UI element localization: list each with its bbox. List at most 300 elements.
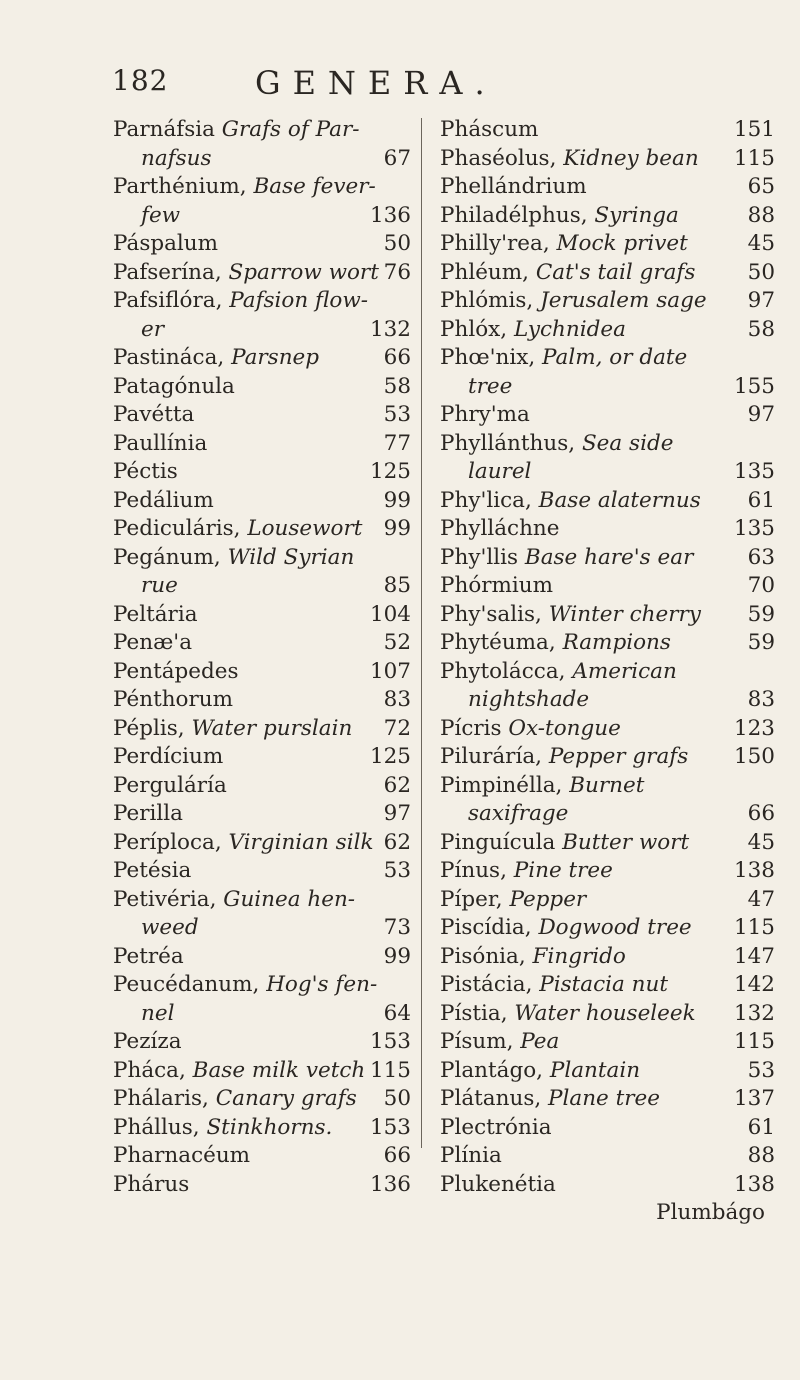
page-header	[0, 64, 800, 104]
entry-text	[440, 572, 553, 601]
index-entry	[113, 458, 411, 487]
english-name: Jerusalem sage	[540, 288, 707, 313]
english-name: Winter cherry	[548, 601, 701, 627]
english-name: Pine tree	[513, 858, 613, 883]
genus-name: Philadélphus,	[440, 202, 588, 228]
index-entry	[113, 373, 411, 402]
index-column-right	[440, 116, 775, 1228]
genus-name: Pharnacéum	[113, 1143, 251, 1168]
genus-name: Piluráría,	[440, 744, 542, 769]
entry-text	[440, 173, 587, 202]
page-reference: 115	[733, 1029, 775, 1054]
catchword: Plumbágo	[656, 1200, 765, 1225]
page-reference: 97	[747, 288, 775, 313]
entry-text	[113, 544, 354, 573]
index-entry	[440, 743, 775, 772]
genus-name: Pafserína,	[113, 259, 222, 285]
entry-text	[440, 772, 644, 801]
entry-text	[440, 287, 707, 316]
index-entry	[440, 572, 775, 601]
entry-text	[440, 487, 701, 516]
page-reference: 58	[747, 316, 775, 342]
english-name: Mock privet	[556, 231, 688, 256]
english-name: Wild Syrian	[227, 544, 355, 570]
index-entry	[113, 800, 411, 829]
entry-text	[113, 487, 214, 516]
genus-name: Phállus,	[113, 1114, 200, 1140]
page-reference: 47	[747, 886, 775, 912]
page-reference: 150	[733, 744, 775, 769]
page-reference: 66	[383, 1143, 411, 1168]
english-name: Pepper	[509, 886, 587, 912]
entry-text	[113, 1171, 189, 1200]
entry-text	[440, 430, 673, 459]
index-entry	[440, 886, 775, 915]
genus-name: Paullínia	[113, 430, 208, 456]
page-reference: 99	[383, 487, 411, 513]
index-entry	[440, 230, 775, 259]
page-reference: 97	[747, 402, 775, 427]
index-entry	[440, 1171, 775, 1200]
page-reference: 99	[383, 516, 411, 541]
entry-text	[141, 316, 164, 345]
genus-name: Parnáfsia	[113, 117, 215, 142]
column-divider	[421, 118, 422, 1148]
entry-text	[468, 373, 512, 402]
entry-text	[113, 715, 352, 744]
entry-text	[113, 601, 198, 630]
entry-text	[113, 658, 239, 687]
entry-text	[468, 686, 589, 715]
page-reference: 125	[369, 744, 411, 769]
english-name: tree	[468, 373, 513, 399]
page-reference: 151	[733, 117, 775, 142]
page-reference: 64	[383, 1000, 411, 1026]
genus-name: Páspalum	[113, 231, 219, 256]
entry-text	[440, 629, 671, 658]
genus-name: Plukenétia	[440, 1171, 556, 1197]
genus-name: Phléum,	[440, 259, 529, 285]
english-name: Lousewort	[247, 516, 363, 541]
index-entry	[440, 373, 775, 402]
genus-name: Pénthorum	[113, 687, 234, 712]
genus-name: Pastináca,	[113, 345, 225, 370]
english-name: saxifrage	[468, 801, 569, 826]
page-reference: 53	[383, 402, 411, 427]
genus-name: Phy'lica,	[440, 487, 532, 513]
index-entry	[113, 173, 411, 202]
page-reference: 45	[747, 231, 775, 256]
english-name: Canary grafs	[215, 1086, 357, 1111]
page-reference: 115	[369, 1057, 411, 1083]
page-reference: 115	[733, 145, 775, 171]
index-entry	[440, 458, 775, 487]
page-reference: 132	[369, 316, 411, 342]
index-entry	[113, 344, 411, 373]
english-name: weed	[141, 915, 199, 940]
entry-text	[141, 202, 180, 231]
index-entry	[113, 230, 411, 259]
page-reference: 153	[369, 1114, 411, 1140]
english-name: Pafsion flow-	[229, 288, 369, 313]
genus-name: Phórmium	[440, 573, 554, 598]
english-name: Hog's fen-	[266, 972, 378, 997]
page-reference: 70	[747, 573, 775, 598]
index-entry	[113, 829, 411, 858]
index-entry	[113, 572, 411, 601]
english-name: Fingrido	[532, 943, 626, 969]
english-name: Base hare's ear	[524, 544, 694, 570]
index-entry	[440, 116, 775, 145]
index-entry	[113, 772, 411, 801]
index-entry	[113, 886, 411, 915]
entry-text	[113, 686, 233, 715]
index-entry	[113, 601, 411, 630]
index-entry	[113, 1028, 411, 1057]
page-reference: 147	[733, 943, 775, 969]
page-reference: 65	[747, 174, 775, 199]
index-entry	[113, 943, 411, 972]
entry-text	[440, 1085, 660, 1114]
entry-text	[440, 857, 613, 886]
english-name: Stinkhorns.	[206, 1114, 333, 1140]
english-name: Base fever-	[253, 174, 376, 199]
page-reference: 45	[747, 829, 775, 855]
genus-name: Pístia,	[440, 1000, 508, 1026]
page-reference: 73	[383, 915, 411, 940]
page-reference: 66	[383, 345, 411, 370]
index-entry	[440, 772, 775, 801]
page-reference: 59	[747, 630, 775, 655]
english-name: Burnet	[569, 772, 645, 798]
genus-name: Phy'salis,	[440, 601, 542, 627]
english-name: Rampions	[562, 630, 671, 655]
index-entry	[440, 800, 775, 829]
genus-name: Phyllánthus,	[440, 430, 576, 456]
genus-name: Pháscum	[440, 117, 539, 142]
entry-text	[113, 259, 379, 288]
entry-text	[113, 886, 355, 915]
page-reference: 138	[733, 1171, 775, 1197]
index-entry	[440, 601, 775, 630]
page-reference: 85	[383, 573, 411, 598]
entry-text	[113, 373, 235, 402]
english-name: Virginian silk	[228, 829, 374, 855]
genus-name: Phellándrium	[440, 174, 587, 199]
index-entry	[113, 658, 411, 687]
genus-name: Pistácia,	[440, 972, 533, 997]
index-entry	[113, 1114, 411, 1143]
english-name: Pepper grafs	[548, 744, 689, 769]
index-entry	[440, 1114, 775, 1143]
page-reference: 66	[747, 801, 775, 826]
index-entry	[440, 515, 775, 544]
page-reference: 50	[747, 259, 775, 285]
english-name: laurel	[468, 459, 532, 484]
index-entry	[113, 1142, 411, 1171]
index-entry	[113, 971, 411, 1000]
english-name: Water houseleek	[514, 1000, 696, 1026]
entry-text	[141, 145, 212, 174]
index-entry	[440, 943, 775, 972]
page-reference: 61	[747, 1114, 775, 1140]
genus-name: Petésia	[113, 858, 192, 883]
genus-name: Phlóx,	[440, 316, 508, 342]
page-reference: 83	[383, 687, 411, 712]
index-entry	[113, 316, 411, 345]
entry-text	[440, 1171, 556, 1200]
genus-name: Phytolácca,	[440, 658, 566, 684]
genus-name: Peucédanum,	[113, 972, 260, 997]
index-entry	[440, 173, 775, 202]
entry-text	[113, 1114, 332, 1143]
entry-text	[113, 772, 227, 801]
page-reference: 107	[369, 658, 411, 684]
entry-text	[440, 943, 626, 972]
entry-text	[440, 116, 538, 145]
genus-name: Písum,	[440, 1029, 514, 1054]
page-reference: 72	[383, 715, 411, 741]
index-entry	[113, 287, 411, 316]
entry-text	[440, 145, 699, 174]
page-reference: 137	[733, 1086, 775, 1111]
genus-name: Pafsiflóra,	[113, 288, 223, 313]
entry-text	[113, 401, 194, 430]
genus-name: Pícris	[440, 715, 502, 741]
entry-text	[468, 800, 568, 829]
entry-text	[440, 202, 679, 231]
page-reference: 136	[369, 1171, 411, 1197]
genus-name: Pentápedes	[113, 658, 239, 684]
entry-text	[113, 458, 178, 487]
english-name: nel	[141, 1000, 175, 1026]
entry-text	[113, 943, 184, 972]
english-name: Kidney bean	[563, 145, 699, 171]
entry-text	[440, 230, 688, 259]
index-entry	[113, 1000, 411, 1029]
entry-text	[440, 829, 689, 858]
entry-text	[113, 1142, 250, 1171]
entry-text	[440, 259, 695, 288]
page-reference: 135	[733, 459, 775, 484]
genus-name: Plínia	[440, 1143, 502, 1168]
genus-name: Phlómis,	[440, 288, 534, 313]
genus-name: Phœ'nix,	[440, 345, 536, 370]
genus-name: Perdícium	[113, 744, 224, 769]
page-reference: 83	[747, 687, 775, 712]
entry-text	[440, 515, 560, 544]
entry-text	[440, 316, 626, 345]
page-reference: 77	[383, 430, 411, 456]
entry-text	[440, 544, 693, 573]
genus-name: Pediculáris,	[113, 516, 241, 541]
english-name: Guinea hen-	[223, 886, 356, 912]
genus-name: Péctis	[113, 459, 178, 484]
english-name: Lychnidea	[513, 316, 626, 342]
genus-name: Phylláchne	[440, 516, 560, 541]
entry-text	[113, 629, 192, 658]
running-head: GENERA.	[255, 64, 497, 102]
index-entry	[113, 1171, 411, 1200]
page-reference: 53	[383, 858, 411, 883]
genus-name: Phytéuma,	[440, 630, 556, 655]
page-number: 182	[112, 64, 169, 97]
genus-name: Plectrónia	[440, 1114, 552, 1140]
page-reference: 97	[383, 801, 411, 826]
entry-text	[468, 458, 531, 487]
index-entry	[113, 715, 411, 744]
entry-text	[440, 344, 687, 373]
entry-text	[440, 715, 621, 744]
english-name: few	[141, 202, 181, 228]
page-reference: 104	[369, 601, 411, 627]
index-entry	[113, 544, 411, 573]
index-entry	[440, 715, 775, 744]
page-reference: 123	[733, 715, 775, 741]
genus-name: Pínus,	[440, 858, 507, 883]
genus-name: Petivéria,	[113, 886, 217, 912]
english-name: nightshade	[468, 687, 590, 712]
genus-name: Phárus	[113, 1171, 190, 1197]
genus-name: Peltária	[113, 601, 198, 627]
genus-name: Pedálium	[113, 487, 214, 513]
genus-name: Pimpinélla,	[440, 772, 563, 798]
english-name: Base alaternus	[538, 487, 701, 513]
index-entry	[440, 487, 775, 516]
english-name: Plane tree	[548, 1086, 660, 1111]
entry-text	[440, 658, 677, 687]
index-entry	[113, 202, 411, 231]
page-reference: 59	[747, 601, 775, 627]
english-name: Grafs of Par-	[221, 117, 360, 142]
index-entry	[113, 914, 411, 943]
page-reference: 62	[383, 829, 411, 855]
page-reference: 155	[733, 373, 775, 399]
genus-name: Pegánum,	[113, 544, 221, 570]
entry-text	[113, 344, 319, 373]
english-name: Sparrow wort	[228, 259, 379, 285]
index-entry	[440, 287, 775, 316]
page-reference: 153	[369, 1029, 411, 1054]
entry-text	[113, 1028, 182, 1057]
index-entry	[113, 116, 411, 145]
page-reference: 138	[733, 858, 775, 883]
index-entry	[440, 401, 775, 430]
index-entry	[113, 430, 411, 459]
english-name: Dogwood tree	[538, 915, 692, 940]
genus-name: Phálaris,	[113, 1086, 209, 1111]
genus-name: Penæ'a	[113, 630, 193, 655]
index-entry	[113, 1085, 411, 1114]
page-reference: 136	[369, 202, 411, 228]
entry-text	[440, 1000, 696, 1029]
index-entry	[440, 857, 775, 886]
page-reference: 88	[747, 202, 775, 228]
genus-name: Philly'rea,	[440, 231, 550, 256]
entry-text	[440, 401, 530, 430]
index-entry	[113, 743, 411, 772]
entry-text	[440, 1142, 502, 1171]
index-entry	[113, 487, 411, 516]
entry-text	[141, 1000, 174, 1029]
entry-text	[113, 743, 223, 772]
index-entry	[113, 259, 411, 288]
genus-name: Patagónula	[113, 373, 235, 399]
page-reference: 52	[383, 630, 411, 655]
entry-text	[141, 572, 178, 601]
index-column-left	[113, 116, 411, 1199]
entry-text	[440, 914, 692, 943]
english-name: Syringa	[594, 202, 679, 228]
index-entry	[113, 686, 411, 715]
english-name: er	[141, 316, 165, 342]
entry-text	[113, 800, 183, 829]
entry-text	[141, 914, 199, 943]
entry-text	[113, 1057, 365, 1086]
genus-name: Plantágo,	[440, 1057, 544, 1083]
index-entry	[113, 1057, 411, 1086]
genus-name: Perguláría	[113, 772, 227, 798]
english-name: Butter wort	[562, 829, 690, 855]
index-entry	[440, 544, 775, 573]
english-name: Base milk vetch	[192, 1057, 366, 1083]
index-entry	[113, 857, 411, 886]
english-name: Ox-tongue	[508, 715, 621, 741]
page-reference: 132	[733, 1000, 775, 1026]
entry-text	[113, 971, 377, 1000]
page-reference: 125	[369, 459, 411, 484]
page-reference: 76	[383, 259, 411, 285]
english-name: Parsnep	[231, 345, 320, 370]
page-reference: 88	[747, 1143, 775, 1168]
entry-text	[113, 230, 218, 259]
index-entry	[440, 658, 775, 687]
genus-name: Phy'llis	[440, 544, 519, 570]
index-entry	[440, 971, 775, 1000]
english-name: American	[572, 658, 677, 684]
genus-name: Pisónia,	[440, 943, 526, 969]
entry-text	[113, 857, 191, 886]
page-reference: 50	[383, 231, 411, 256]
entry-text	[113, 430, 207, 459]
index-entry	[113, 629, 411, 658]
english-name: nafsus	[141, 145, 212, 171]
genus-name: Phaséolus,	[440, 145, 557, 171]
page-reference: 50	[383, 1086, 411, 1111]
english-name: Pistacia nut	[539, 972, 668, 997]
index-entry	[113, 401, 411, 430]
entry-text	[113, 287, 368, 316]
genus-name: Piscídia,	[440, 915, 532, 940]
index-entry	[440, 686, 775, 715]
english-name: Sea side	[581, 430, 674, 456]
english-name: rue	[141, 573, 178, 598]
index-entry	[440, 829, 775, 858]
genus-name: Pinguícula	[440, 829, 556, 855]
genus-name: Píper,	[440, 886, 503, 912]
index-entry	[440, 1057, 775, 1086]
genus-name: Petréa	[113, 943, 184, 969]
page-reference: 63	[747, 544, 775, 570]
english-name: Palm, or date	[542, 345, 688, 370]
entry-text	[440, 601, 701, 630]
entry-text	[113, 1085, 357, 1114]
index-entry	[440, 430, 775, 459]
entry-text	[440, 886, 586, 915]
index-entry	[440, 914, 775, 943]
genus-name: Perilla	[113, 801, 183, 826]
entry-text	[440, 1028, 559, 1057]
